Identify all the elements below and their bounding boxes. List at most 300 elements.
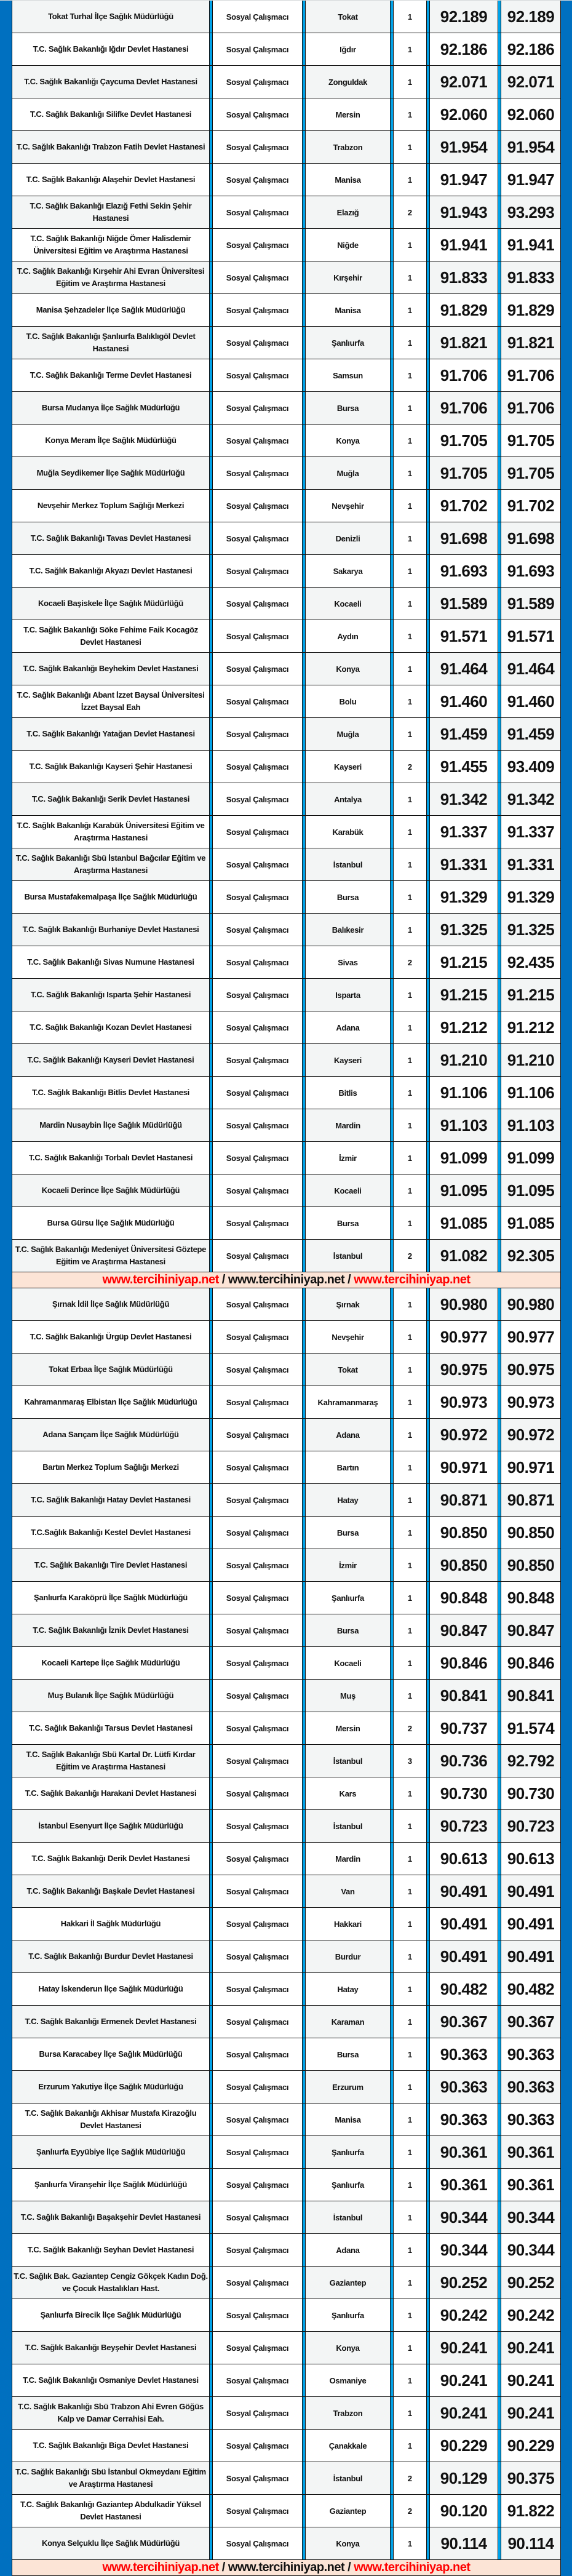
province-cell: Muğla bbox=[306, 457, 390, 489]
province-cell: Muğla bbox=[306, 718, 390, 750]
table-row bbox=[12, 881, 560, 914]
quota-cell: 1 bbox=[394, 1011, 426, 1043]
quota-cell: 1 bbox=[394, 1288, 426, 1320]
institution-cell: T.C. Sağlık Bakanlığı Torbalı Devlet Hastanesi bbox=[28, 1153, 193, 1162]
institution-cell: T.C. Sağlık Bak. Gaziantep Cengiz Gökçek Kadın Doğ. ve Çocuk Hastalıkları Hast. bbox=[12, 2267, 209, 2299]
institution-cell: T.C. Sağlık Bakanlığı Sivas Numune Hastanesi bbox=[27, 957, 194, 967]
quota-cell: 1 bbox=[394, 522, 426, 554]
min-score-cell: 91.943 bbox=[430, 196, 498, 228]
table-row bbox=[12, 2103, 560, 2136]
min-score-cell: 90.482 bbox=[440, 1979, 488, 1998]
min-score-cell: 90.980 bbox=[430, 1288, 498, 1320]
quota-cell: 1 bbox=[394, 685, 426, 717]
quota-cell: 1 bbox=[394, 1582, 426, 1614]
position-cell: Sosyal Çalışmacı bbox=[213, 2267, 302, 2299]
max-score-cell: 91.954 bbox=[501, 131, 560, 163]
province-cell: Şırnak bbox=[306, 1288, 390, 1320]
min-score-cell: 90.120 bbox=[440, 2501, 488, 2520]
province-cell: İstanbul bbox=[306, 2201, 390, 2233]
table-row bbox=[12, 1077, 560, 1109]
institution-cell: Hakkari İl Sağlık Müdürlüğü bbox=[60, 1919, 161, 1928]
min-score-cell: 91.706 bbox=[430, 392, 498, 424]
position-cell: Sosyal Çalışmacı bbox=[213, 2430, 302, 2462]
province-cell: Hatay bbox=[306, 1484, 390, 1516]
institution-cell: T.C. Sağlık Bakanlığı Beyhekim Devlet Hastanesi bbox=[12, 653, 209, 685]
table-row bbox=[12, 2234, 560, 2267]
province-cell: Bursa bbox=[306, 1614, 390, 1646]
institution-cell: Kahramanmaraş Elbistan İlçe Sağlık Müdürlüğü bbox=[24, 1397, 197, 1406]
max-score-cell: 90.848 bbox=[507, 1588, 555, 1607]
min-score-cell: 90.975 bbox=[430, 1354, 498, 1386]
min-score-cell: 90.977 bbox=[440, 1327, 488, 1346]
max-score-cell: 90.363 bbox=[507, 2110, 555, 2129]
institution-cell: T.C. Sağlık Bakanlığı Hatay Devlet Hastanesi bbox=[12, 1484, 209, 1516]
position-cell: Sosyal Çalışmacı bbox=[213, 1745, 302, 1777]
max-score-cell: 90.229 bbox=[507, 2436, 555, 2455]
table-row bbox=[12, 1321, 560, 1354]
min-score-cell: 90.973 bbox=[440, 1392, 488, 1411]
position-cell: Sosyal Çalışmacı bbox=[213, 1174, 302, 1206]
max-score-cell: 91.589 bbox=[501, 588, 560, 620]
quota-cell: 1 bbox=[394, 2038, 426, 2070]
min-score-cell: 91.833 bbox=[430, 261, 498, 293]
position-cell: Sosyal Çalışmacı bbox=[213, 66, 302, 98]
position-cell: Sosyal Çalışmacı bbox=[213, 131, 302, 163]
province-cell: Bolu bbox=[339, 696, 357, 706]
province-cell: Hakkari bbox=[334, 1919, 362, 1929]
province-cell: Elazığ bbox=[306, 196, 390, 228]
province-cell: Adana bbox=[306, 1419, 390, 1451]
quota-cell: 1 bbox=[394, 2071, 426, 2103]
quota-cell: 1 bbox=[394, 848, 426, 880]
quota-cell: 1 bbox=[394, 2267, 426, 2299]
position-cell: Sosyal Çalışmacı bbox=[213, 1240, 302, 1272]
institution-cell: T.C. Sağlık Bakanlığı Tavas Devlet Hastanesi bbox=[12, 522, 209, 554]
max-score-cell: 91.085 bbox=[507, 1213, 555, 1232]
min-score-cell: 91.106 bbox=[440, 1083, 488, 1102]
province-cell: Isparta bbox=[306, 979, 390, 1011]
province-cell: Nevşehir bbox=[332, 501, 364, 511]
min-score-cell: 91.829 bbox=[440, 300, 488, 319]
institution-cell: T.C. Sağlık Bakanlığı Yatağan Devlet Hastanesi bbox=[12, 718, 209, 750]
quota-cell: 1 bbox=[394, 1354, 426, 1386]
table-row bbox=[12, 555, 560, 588]
max-score-cell: 90.252 bbox=[501, 2267, 560, 2299]
position-cell: Sosyal Çalışmacı bbox=[213, 1207, 302, 1239]
max-score-cell: 90.850 bbox=[501, 1549, 560, 1581]
position-cell: Sosyal Çalışmacı bbox=[213, 2299, 302, 2331]
banner-link[interactable]: www.tercihiniyap.net bbox=[102, 2561, 219, 2574]
institution-cell: T.C. Sağlık Bakanlığı Trabzon Fatih Devlet Hastanesi bbox=[12, 131, 209, 163]
position-cell: Sosyal Çalışmacı bbox=[213, 327, 302, 359]
position-cell: Sosyal Çalışmacı bbox=[213, 881, 302, 913]
quota-cell: 1 bbox=[394, 1321, 426, 1353]
min-score-cell: 90.491 bbox=[440, 1914, 488, 1933]
min-score-cell: 91.706 bbox=[440, 365, 488, 385]
max-score-cell: 91.821 bbox=[501, 327, 560, 359]
table-row bbox=[12, 2006, 560, 2038]
province-cell: İzmir bbox=[306, 1549, 390, 1581]
max-score-cell: 92.792 bbox=[501, 1745, 560, 1777]
position-cell: Sosyal Çalışmacı bbox=[213, 1810, 302, 1842]
institution-cell: Şanlıurfa Karaköprü İlçe Sağlık Müdürlüğü bbox=[34, 1593, 188, 1602]
institution-cell: Konya Meram İlçe Sağlık Müdürlüğü bbox=[45, 436, 177, 445]
quota-cell: 1 bbox=[394, 1777, 426, 1809]
province-cell: Nevşehir bbox=[332, 1332, 364, 1342]
max-score-cell: 90.241 bbox=[501, 2397, 560, 2429]
institution-cell: T.C. Sağlık Bakanlığı Ürgüp Devlet Hastanesi bbox=[30, 1332, 192, 1341]
max-score-cell: 91.706 bbox=[507, 365, 555, 385]
max-score-cell: 91.706 bbox=[501, 392, 560, 424]
min-score-cell: 90.730 bbox=[440, 1784, 488, 1803]
quota-cell: 1 bbox=[394, 1, 426, 33]
table-row bbox=[12, 2136, 560, 2169]
min-score-cell: 90.361 bbox=[440, 2175, 488, 2194]
min-score-cell: 90.846 bbox=[440, 1653, 488, 1672]
table-row bbox=[12, 2430, 560, 2462]
min-score-cell: 91.210 bbox=[430, 1044, 498, 1076]
table-row bbox=[12, 66, 560, 98]
min-score-cell: 90.871 bbox=[430, 1484, 498, 1516]
min-score-cell: 91.571 bbox=[440, 626, 488, 645]
institution-cell: T.C. Sağlık Bakanlığı Serik Devlet Hastanesi bbox=[12, 783, 209, 815]
province-cell: Şanlıurfa bbox=[306, 2136, 390, 2168]
quota-cell: 1 bbox=[394, 1875, 426, 1907]
min-score-cell: 92.189 bbox=[430, 1, 498, 33]
quota-cell: 1 bbox=[394, 1419, 426, 1451]
max-score-cell: 90.361 bbox=[501, 2136, 560, 2168]
table-row bbox=[12, 229, 560, 261]
min-score-cell: 91.698 bbox=[430, 522, 498, 554]
province-cell: Burdur bbox=[306, 1940, 390, 1972]
max-score-cell: 90.850 bbox=[507, 1523, 555, 1542]
table-row bbox=[12, 1386, 560, 1419]
institution-cell: T.C. Sağlık Bakanlığı Karabük Üniversitesi Eğitim ve Araştırma Hastanesi bbox=[17, 821, 205, 842]
quota-cell: 1 bbox=[394, 131, 426, 163]
position-cell: Sosyal Çalışmacı bbox=[213, 1288, 302, 1320]
max-score-cell: 91.822 bbox=[507, 2501, 555, 2520]
min-score-cell: 90.972 bbox=[430, 1419, 498, 1451]
position-cell: Sosyal Çalışmacı bbox=[213, 1142, 302, 1174]
quota-cell: 1 bbox=[394, 2234, 426, 2266]
min-score-cell: 91.464 bbox=[430, 653, 498, 685]
max-score-cell: 91.099 bbox=[507, 1148, 555, 1167]
institution-cell: T.C. Sağlık Bakanlığı Osmaniye Devlet Hastanesi bbox=[23, 2375, 199, 2385]
min-score-cell: 91.460 bbox=[440, 692, 488, 711]
institution-cell: T.C. Sağlık Bakanlığı Burhaniye Devlet Hastanesi bbox=[12, 914, 209, 946]
province-cell: Samsun bbox=[333, 370, 363, 380]
quota-cell: 1 bbox=[394, 1810, 426, 1842]
table-row bbox=[12, 914, 560, 946]
max-score-cell: 90.971 bbox=[507, 1457, 555, 1477]
min-score-cell: 90.363 bbox=[440, 2044, 488, 2064]
institution-cell: Bursa Mustafakemalpaşa İlçe Sağlık Müdürlüğü bbox=[24, 892, 197, 901]
max-score-cell: 91.325 bbox=[501, 914, 560, 946]
quota-cell: 1 bbox=[394, 816, 426, 848]
min-score-cell: 90.367 bbox=[430, 2006, 498, 2038]
max-score-cell: 90.973 bbox=[507, 1392, 555, 1411]
max-score-cell: 90.114 bbox=[501, 2527, 560, 2559]
quota-cell: 1 bbox=[394, 1517, 426, 1549]
position-cell: Sosyal Çalışmacı bbox=[213, 555, 302, 587]
institution-cell: Bartın Merkez Toplum Sağlığı Merkezi bbox=[42, 1462, 179, 1472]
quota-cell: 1 bbox=[394, 1940, 426, 1972]
position-cell: Sosyal Çalışmacı bbox=[213, 33, 302, 65]
province-cell: Şanlıurfa bbox=[332, 1593, 364, 1603]
table-row bbox=[12, 1240, 560, 1272]
position-cell: Sosyal Çalışmacı bbox=[213, 1582, 302, 1614]
institution-cell: Hatay İskenderun İlçe Sağlık Müdürlüğü bbox=[38, 1984, 183, 1993]
min-score-cell: 91.215 bbox=[430, 979, 498, 1011]
position-cell: Sosyal Çalışmacı bbox=[213, 1680, 302, 1712]
province-cell: Trabzon bbox=[306, 131, 390, 163]
quota-cell: 3 bbox=[394, 1745, 426, 1777]
table-row bbox=[12, 392, 560, 425]
quota-cell: 1 bbox=[394, 1680, 426, 1712]
table-row bbox=[12, 1517, 560, 1549]
institution-cell: Muş Bulanık İlçe Sağlık Müdürlüğü bbox=[12, 1680, 209, 1712]
quota-cell: 1 bbox=[394, 1614, 426, 1646]
province-cell: Gaziantep bbox=[306, 2267, 390, 2299]
quota-cell: 2 bbox=[394, 2495, 426, 2527]
min-score-cell: 91.099 bbox=[440, 1148, 488, 1167]
province-cell: Konya bbox=[336, 436, 360, 445]
max-score-cell: 90.841 bbox=[501, 1680, 560, 1712]
max-score-cell: 90.613 bbox=[507, 1849, 555, 1868]
min-score-cell: 91.095 bbox=[430, 1174, 498, 1206]
table-row bbox=[12, 1011, 560, 1044]
quota-cell: 1 bbox=[394, 2136, 426, 2168]
max-score-cell: 91.705 bbox=[507, 431, 555, 450]
institution-cell: T.C. Sağlık Bakanlığı Akhisar Mustafa Kirazoğlu Devlet Hastanesi bbox=[25, 2108, 197, 2130]
max-score-cell: 92.435 bbox=[507, 952, 555, 971]
province-cell: Bartın bbox=[336, 1462, 359, 1472]
max-score-cell: 91.693 bbox=[507, 561, 555, 580]
institution-cell: T.C. Sağlık Bakanlığı Tire Devlet Hastanesi bbox=[12, 1549, 209, 1581]
institution-cell: T.C. Sağlık Bakanlığı Ermenek Devlet Hastanesi bbox=[12, 2006, 209, 2038]
min-score-cell: 90.971 bbox=[440, 1457, 488, 1477]
table-row bbox=[12, 2527, 560, 2560]
position-cell: Sosyal Çalışmacı bbox=[213, 1109, 302, 1141]
province-cell: İstanbul bbox=[306, 2462, 390, 2494]
position-cell: Sosyal Çalışmacı bbox=[213, 2527, 302, 2559]
position-cell: Sosyal Çalışmacı bbox=[213, 1077, 302, 1109]
position-cell: Sosyal Çalışmacı bbox=[213, 979, 302, 1011]
banner-link[interactable]: www.tercihiniyap.net bbox=[228, 2561, 345, 2574]
position-cell: Sosyal Çalışmacı bbox=[213, 914, 302, 946]
max-score-cell: 91.698 bbox=[501, 522, 560, 554]
min-score-cell: 91.325 bbox=[430, 914, 498, 946]
table-row bbox=[12, 2267, 560, 2299]
institution-cell: Bursa Karacabey İlçe Sağlık Müdürlüğü bbox=[39, 2049, 183, 2059]
min-score-cell: 90.241 bbox=[430, 2332, 498, 2364]
max-score-cell: 91.947 bbox=[507, 170, 555, 189]
quota-cell: 1 bbox=[394, 261, 426, 293]
min-score-cell: 90.736 bbox=[430, 1745, 498, 1777]
max-score-cell: 91.702 bbox=[507, 496, 555, 515]
institution-cell: Manisa Şehzadeler İlçe Sağlık Müdürlüğü bbox=[36, 305, 186, 314]
institution-cell: T.C. Sağlık Bakanlığı Kozan Devlet Hastanesi bbox=[30, 1023, 192, 1032]
min-score-cell: 90.241 bbox=[440, 2371, 488, 2390]
institution-cell: T.C. Sağlık Bakanlığı Biga Devlet Hastanesi bbox=[33, 2441, 189, 2450]
position-cell: Sosyal Çalışmacı bbox=[213, 294, 302, 326]
min-score-cell: 91.085 bbox=[440, 1213, 488, 1232]
quota-cell: 1 bbox=[394, 66, 426, 98]
institution-cell: Erzurum Yakutiye İlçe Sağlık Müdürlüğü bbox=[12, 2071, 209, 2103]
min-score-cell: 91.702 bbox=[440, 496, 488, 515]
institution-cell: T.C. Sağlık Bakanlığı Sbü Trabzon Ahi Evren Göğüs Kalp ve Damar Cerrahisi Eah. bbox=[12, 2397, 209, 2429]
quota-cell: 1 bbox=[394, 979, 426, 1011]
max-score-cell: 90.363 bbox=[507, 2044, 555, 2064]
province-cell: Tokat bbox=[306, 1354, 390, 1386]
table-row bbox=[12, 2495, 560, 2527]
quota-cell: 1 bbox=[394, 2397, 426, 2429]
institution-cell: T.C. Sağlık Bakanlığı Kayseri Şehir Hastanesi bbox=[29, 762, 193, 771]
position-cell: Sosyal Çalışmacı bbox=[213, 2462, 302, 2494]
position-cell: Sosyal Çalışmacı bbox=[213, 685, 302, 717]
institution-cell: T.C. Sağlık Bakanlığı İznik Devlet Hastanesi bbox=[12, 1614, 209, 1646]
table-row bbox=[12, 783, 560, 816]
max-score-cell: 91.212 bbox=[507, 1018, 555, 1037]
min-score-cell: 90.363 bbox=[440, 2110, 488, 2129]
quota-cell: 1 bbox=[394, 1973, 426, 2005]
min-score-cell: 90.491 bbox=[430, 1940, 498, 1972]
quota-cell: 1 bbox=[394, 1044, 426, 1076]
position-cell: Sosyal Çalışmacı bbox=[213, 2332, 302, 2364]
banner-link[interactable]: www.tercihiniyap.net bbox=[228, 1273, 345, 1286]
banner-link[interactable]: www.tercihiniyap.net bbox=[354, 1273, 471, 1286]
province-cell: Konya bbox=[306, 2527, 390, 2559]
table-row bbox=[12, 196, 560, 229]
position-cell: Sosyal Çalışmacı bbox=[213, 164, 302, 196]
position-cell: Sosyal Çalışmacı bbox=[213, 1843, 302, 1875]
quota-cell: 1 bbox=[394, 457, 426, 489]
institution-cell: T.C. Sağlık Bakanlığı Çaycuma Devlet Hastanesi bbox=[12, 66, 209, 98]
table-row bbox=[12, 1142, 560, 1174]
position-cell: Sosyal Çalışmacı bbox=[213, 718, 302, 750]
table-row bbox=[12, 1207, 560, 1240]
position-cell: Sosyal Çalışmacı bbox=[213, 620, 302, 652]
institution-cell: Tokat Turhal İlçe Sağlık Müdürlüğü bbox=[12, 1, 209, 33]
min-score-cell: 91.821 bbox=[430, 327, 498, 359]
quota-cell: 1 bbox=[394, 2201, 426, 2233]
position-cell: Sosyal Çalışmacı bbox=[213, 1875, 302, 1907]
province-cell: Hatay bbox=[337, 1984, 359, 1994]
position-cell: Sosyal Çalışmacı bbox=[213, 653, 302, 685]
province-cell: Bursa bbox=[336, 1528, 359, 1537]
min-score-cell: 91.941 bbox=[440, 235, 488, 254]
institution-cell: Şanlıurfa Birecik İlçe Sağlık Müdürlüğü bbox=[40, 2310, 181, 2319]
quota-cell: 1 bbox=[394, 1843, 426, 1875]
min-score-cell: 90.229 bbox=[440, 2436, 488, 2455]
institution-cell: Mardin Nusaybin İlçe Sağlık Müdürlüğü bbox=[12, 1109, 209, 1141]
province-cell: İstanbul bbox=[306, 1745, 390, 1777]
institution-cell: T.C. Sağlık Bakanlığı Isparta Şehir Hastanesi bbox=[12, 979, 209, 1011]
quota-cell: 1 bbox=[394, 392, 426, 424]
position-cell: Sosyal Çalışmacı bbox=[213, 392, 302, 424]
quota-cell: 1 bbox=[394, 294, 426, 326]
position-cell: Sosyal Çalışmacı bbox=[213, 1647, 302, 1679]
province-cell: Bursa bbox=[306, 392, 390, 424]
province-cell: Mardin bbox=[335, 1854, 360, 1864]
province-cell: Erzurum bbox=[306, 2071, 390, 2103]
max-score-cell: 92.071 bbox=[501, 66, 560, 98]
max-score-cell: 90.730 bbox=[507, 1784, 555, 1803]
min-score-cell: 92.060 bbox=[440, 105, 488, 124]
max-score-cell: 90.241 bbox=[507, 2371, 555, 2390]
max-score-cell: 90.491 bbox=[507, 1914, 555, 1933]
max-score-cell: 91.833 bbox=[501, 261, 560, 293]
table-row bbox=[12, 490, 560, 522]
max-score-cell: 90.344 bbox=[501, 2201, 560, 2233]
min-score-cell: 90.252 bbox=[430, 2267, 498, 2299]
position-cell: Sosyal Çalışmacı bbox=[213, 751, 302, 783]
max-score-cell: 90.241 bbox=[501, 2332, 560, 2364]
watermark-banner bbox=[12, 1272, 560, 1288]
province-cell: Bitlis bbox=[338, 1088, 357, 1098]
min-score-cell: 90.841 bbox=[430, 1680, 498, 1712]
min-score-cell: 91.212 bbox=[440, 1018, 488, 1037]
min-score-cell: 90.737 bbox=[440, 1718, 488, 1737]
table-row bbox=[12, 1354, 560, 1386]
position-cell: Sosyal Çalışmacı bbox=[213, 946, 302, 978]
institution-cell: Bursa Mudanya İlçe Sağlık Müdürlüğü bbox=[12, 392, 209, 424]
province-cell: Sakarya bbox=[333, 566, 363, 576]
table-row bbox=[12, 848, 560, 881]
min-score-cell: 91.337 bbox=[440, 822, 488, 841]
institution-cell: Kocaeli Derince İlçe Sağlık Müdürlüğü bbox=[12, 1174, 209, 1206]
institution-cell: Kocaeli Başiskele İlçe Sağlık Müdürlüğü bbox=[12, 588, 209, 620]
institution-cell: Şanlıurfa Viranşehir İlçe Sağlık Müdürlüğü bbox=[34, 2180, 187, 2189]
banner-link[interactable]: www.tercihiniyap.net bbox=[102, 1273, 219, 1286]
max-score-cell: 90.491 bbox=[501, 1940, 560, 1972]
max-score-cell: 90.367 bbox=[501, 2006, 560, 2038]
province-cell: Manisa bbox=[335, 2115, 361, 2124]
position-cell: Sosyal Çalışmacı bbox=[213, 261, 302, 293]
province-cell: Manisa bbox=[335, 305, 361, 315]
institution-cell: T.C. Sağlık Bakanlığı Sbü İstanbul Okmeydanı Eğitim ve Araştırma Hastanesi bbox=[12, 2462, 209, 2494]
institution-cell: T.C. Sağlık Bakanlığı Alaşehir Devlet Hastanesi bbox=[26, 175, 196, 184]
banner-link[interactable]: www.tercihiniyap.net bbox=[354, 2561, 471, 2574]
institution-cell: T.C. Sağlık Bakanlığı Sbü İstanbul Bağcılar Eğitim ve Araştırma Hastanesi bbox=[12, 848, 209, 880]
quota-cell: 1 bbox=[394, 1484, 426, 1516]
max-score-cell: 91.705 bbox=[501, 457, 560, 489]
table-row bbox=[12, 1109, 560, 1142]
min-score-cell: 92.071 bbox=[430, 66, 498, 98]
position-cell: Sosyal Çalışmacı bbox=[213, 783, 302, 815]
table-row bbox=[12, 425, 560, 457]
table-row bbox=[12, 33, 560, 66]
position-cell: Sosyal Çalışmacı bbox=[213, 1484, 302, 1516]
province-cell: Şanlıurfa bbox=[306, 327, 390, 359]
province-cell: Osmaniye bbox=[329, 2375, 367, 2385]
position-cell: Sosyal Çalışmacı bbox=[213, 2201, 302, 2233]
banner-separator: / bbox=[348, 2561, 351, 2574]
quota-cell: 1 bbox=[394, 327, 426, 359]
min-score-cell: 90.344 bbox=[440, 2240, 488, 2259]
min-score-cell: 90.242 bbox=[440, 2305, 488, 2324]
province-cell: Kars bbox=[339, 1788, 357, 1798]
quota-cell: 1 bbox=[394, 914, 426, 946]
quota-cell: 2 bbox=[394, 1240, 426, 1272]
province-cell: Kocaeli bbox=[306, 1174, 390, 1206]
position-cell: Sosyal Çalışmacı bbox=[213, 2136, 302, 2168]
position-cell: Sosyal Çalışmacı bbox=[213, 2364, 302, 2396]
table-row bbox=[12, 751, 560, 783]
quota-cell: 1 bbox=[394, 2364, 426, 2396]
province-cell: Kırşehir bbox=[306, 261, 390, 293]
max-score-cell: 91.571 bbox=[507, 626, 555, 645]
